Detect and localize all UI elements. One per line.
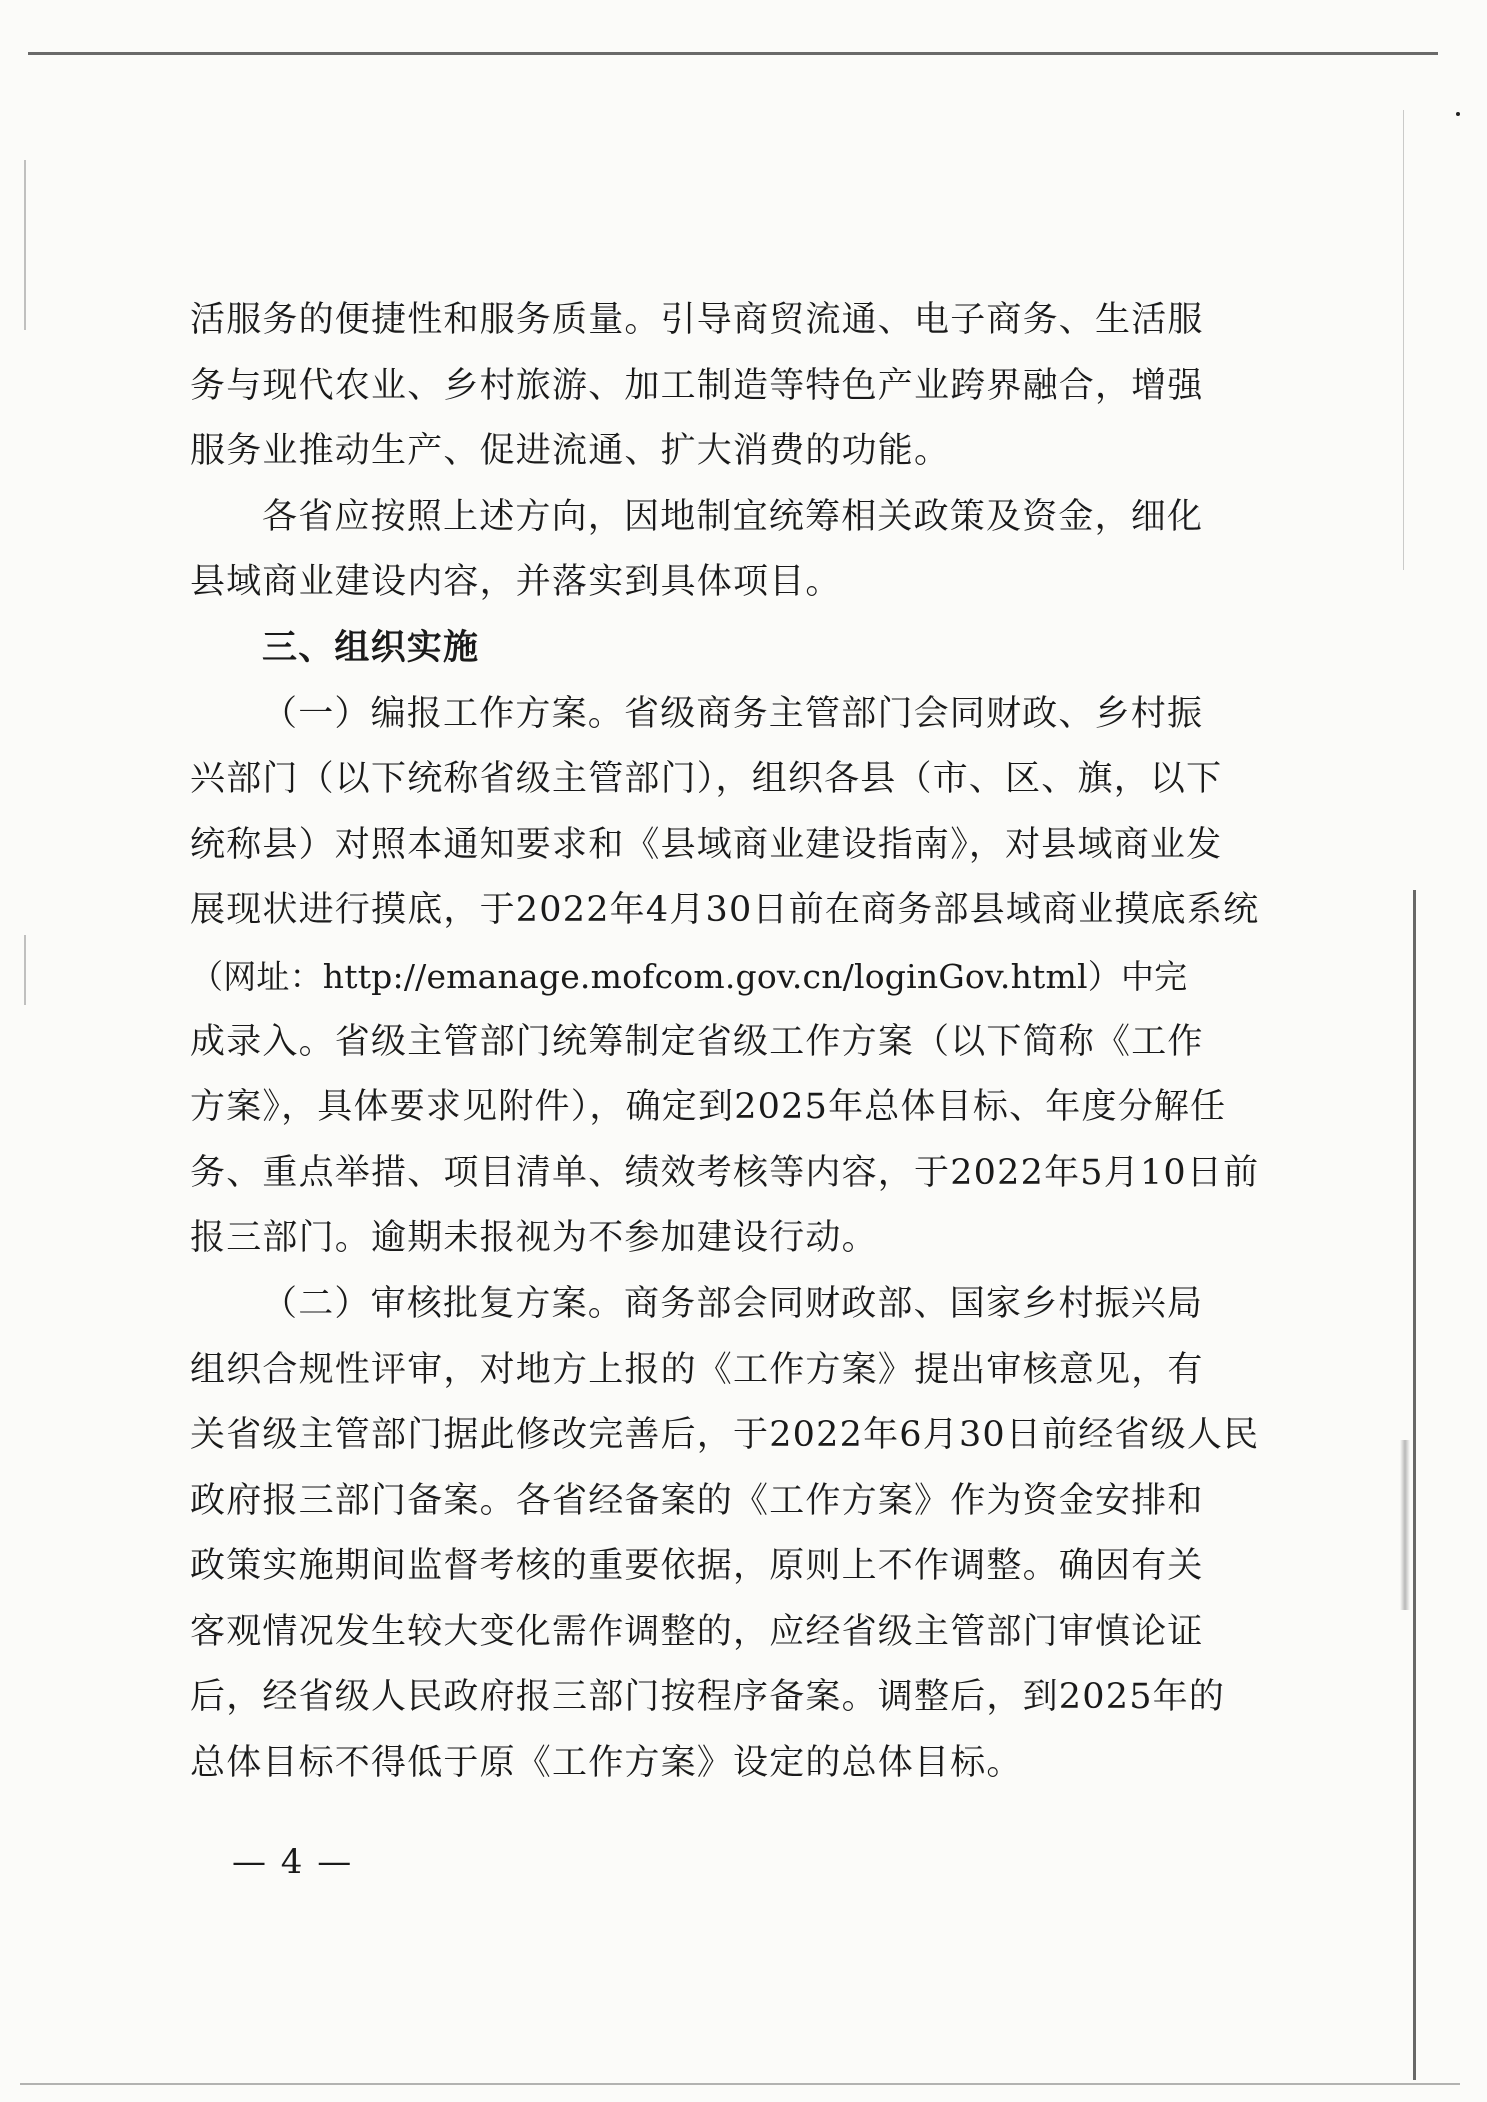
scan-smudge (1400, 1440, 1410, 1610)
section-heading: 三、组织实施 (262, 627, 480, 668)
text-line: 服务业推动生产、促进流通、扩大消费的功能。 (190, 431, 951, 472)
text-line: 组织合规性评审，对地方上报的《工作方案》提出审核意见，有 (190, 1349, 1204, 1390)
text-line: 方案》，具体要求见附件），确定到2025年总体目标、年度分解任 (190, 1087, 1227, 1128)
text-line: 客观情况发生较大变化需作调整的，应经省级主管部门审慎论证 (190, 1611, 1204, 1652)
scan-speck (1456, 112, 1460, 116)
page-number: — 4 — (232, 1842, 354, 1882)
scan-left-edge-lower (24, 935, 26, 1005)
text-line: 政府报三部门备案。各省经备案的《工作方案》作为资金安排和 (190, 1480, 1204, 1521)
text-line: 统称县）对照本通知要求和《县域商业建设指南》，对县域商业发 (190, 824, 1223, 865)
scan-right-edge (1413, 890, 1416, 2080)
scan-bottom-rule (20, 2083, 1460, 2085)
paragraph-start-line: 各省应按照上述方向，因地制宜统筹相关政策及资金，细化 (262, 496, 1204, 537)
text-line: 活服务的便捷性和服务质量。引导商贸流通、电子商务、生活服 (190, 300, 1204, 340)
text-line: 成录入。省级主管部门统筹制定省级工作方案（以下简称《工作 (190, 1021, 1204, 1062)
paragraph-start-line: （一）编报工作方案。省级商务主管部门会同财政、乡村振 (262, 693, 1204, 734)
paragraph-start-line: （二）审核批复方案。商务部会同财政部、国家乡村振兴局 (262, 1283, 1204, 1324)
text-line: 务与现代农业、乡村旅游、加工制造等特色产业跨界融合，增强 (190, 365, 1204, 406)
text-line: 关省级主管部门据此修改完善后，于2022年6月30日前经省级人民 (190, 1415, 1260, 1456)
scan-right-edge-thin (1403, 110, 1404, 570)
text-line: 政策实施期间监督考核的重要依据，原则上不作调整。确因有关 (190, 1546, 1204, 1587)
body-text (190, 288, 1260, 1797)
scan-left-edge (24, 160, 26, 330)
text-line: 展现状进行摸底，于2022年4月30日前在商务部县域商业摸底系统 (190, 890, 1260, 931)
text-line: 县域商业建设内容，并落实到具体项目。 (190, 562, 842, 603)
text-line: 报三部门。逾期未报视为不参加建设行动。 (190, 1218, 878, 1259)
text-line: 务、重点举措、项目清单、绩效考核等内容，于2022年5月10日前 (190, 1152, 1260, 1193)
text-line: 后，经省级人民政府报三部门按程序备案。调整后，到2025年的 (190, 1677, 1226, 1718)
text-line: 总体目标不得低于原《工作方案》设定的总体目标。 (190, 1743, 1023, 1784)
scan-top-rule (28, 52, 1438, 55)
url-line: （网址：http://emanage.mofcom.gov.cn/loginGov.html）中完 (190, 956, 1188, 996)
text-line: 兴部门（以下统称省级主管部门），组织各县（市、区、旗，以下 (190, 759, 1223, 800)
